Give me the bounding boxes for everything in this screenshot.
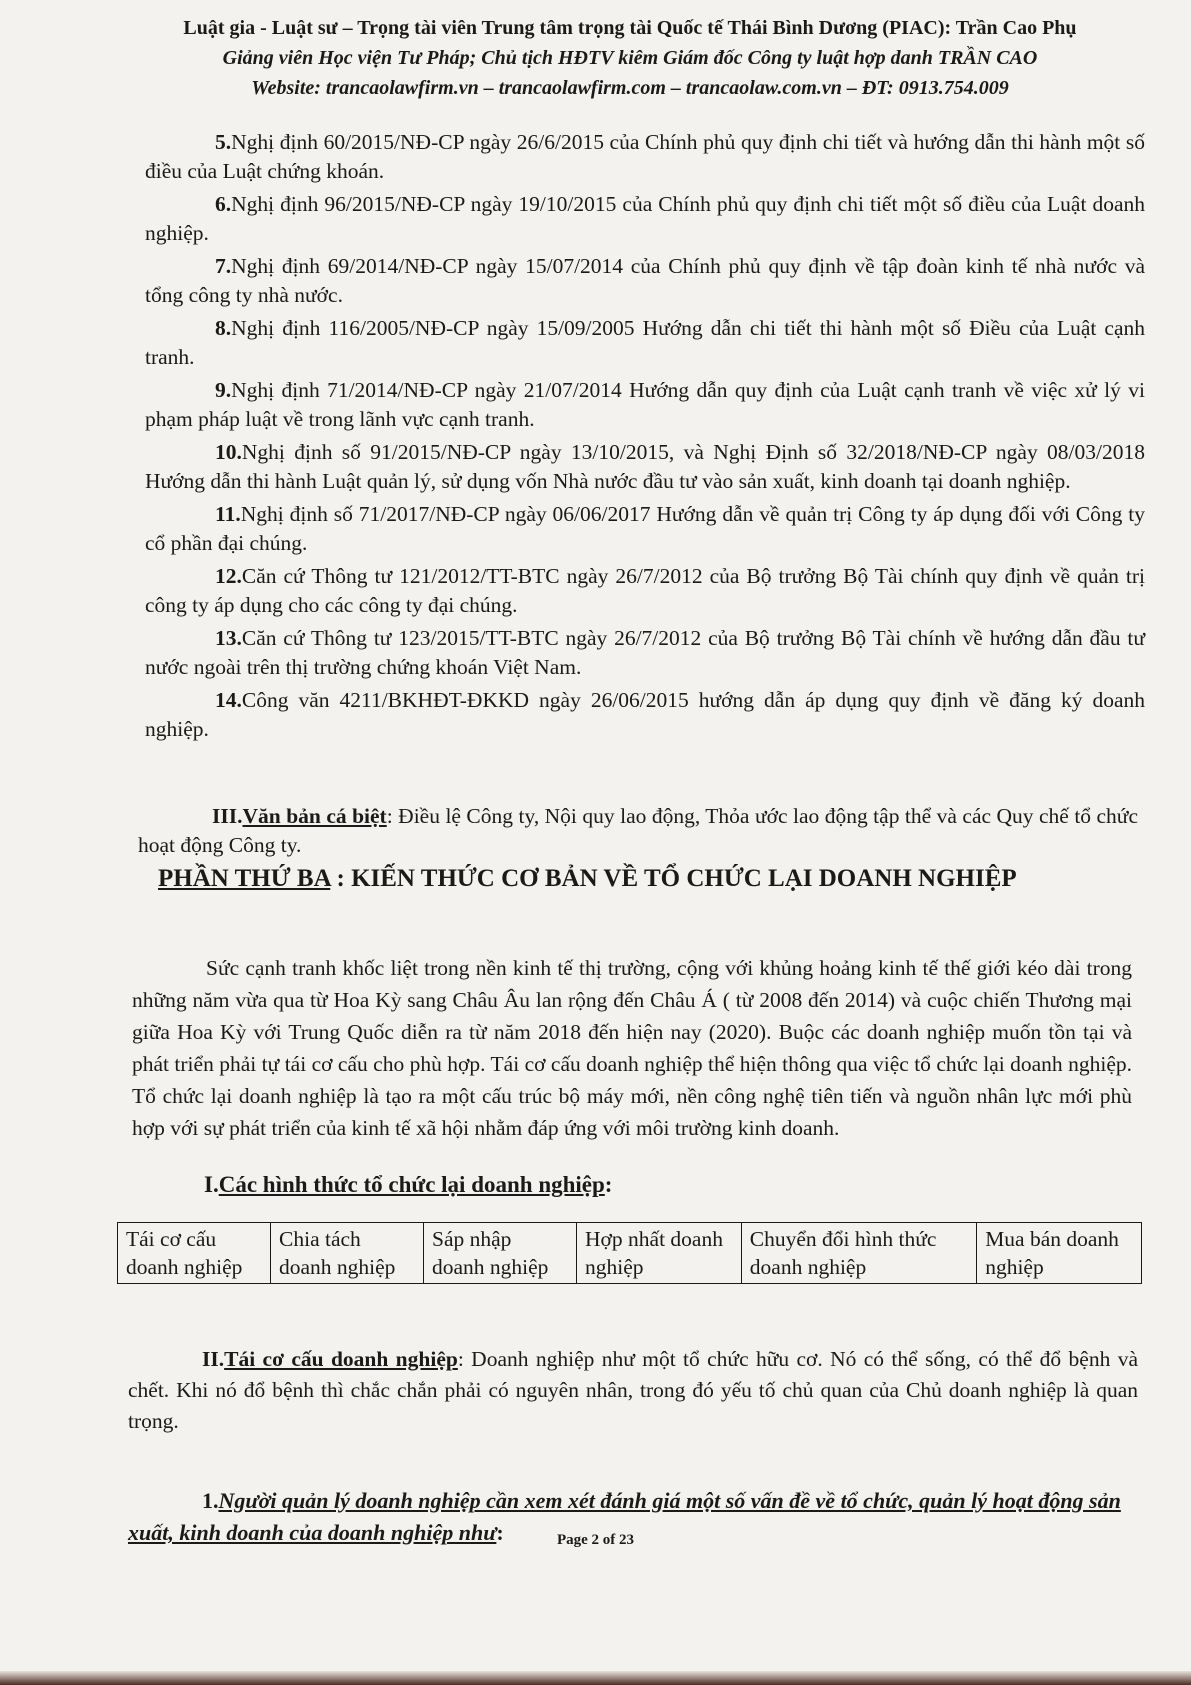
item-text: Nghị định số 91/2015/NĐ-CP ngày 13/10/2015, và Nghị Định số 32/2018/NĐ-CP ngày 08/03/2018 Hướng dẫn thi hành Luật quản lý, sử dụng vốn Nhà nước đầu tư vào sản xuất, kinh doanh tại doanh nghiệp. <box>145 440 1145 493</box>
page-number: Page 2 of 23 <box>556 1532 635 1548</box>
part-label: PHẦN THỨ BA <box>158 865 331 892</box>
item-number: 5. <box>215 130 232 154</box>
section-1-heading <box>204 1172 612 1198</box>
item-number: 10. <box>215 440 242 464</box>
section-2-text: : Doanh nghiệp như một tổ chức hữu cơ. Nó có thể sống, có thể đổ bệnh và chết. Khi nó đổ bệnh thì chắc chắn phải có nguyên nhân, trong đó yếu tố chủ quan của Chủ doanh nghiệp là quan trọng. <box>128 1346 1138 1433</box>
item-number: 9. <box>215 378 232 402</box>
scan-edge-shadow <box>0 1671 1191 1685</box>
item-text: Nghị định 116/2005/NĐ-CP ngày 15/09/2005 Hướng dẫn chi tiết thi hành một số Điều của Luật cạnh tranh. <box>145 316 1145 369</box>
table-cell: Tái cơ cấu doanh nghiệp <box>118 1223 271 1284</box>
section-2-paragraph <box>128 1344 1138 1437</box>
item-text: Nghị định 96/2015/NĐ-CP ngày 19/10/2015 của Chính phủ quy định chi tiết một số điều của Luật doanh nghiệp. <box>145 192 1145 245</box>
list-item <box>145 128 1145 186</box>
list-item <box>145 252 1145 310</box>
table-cell: Chuyển đổi hình thức doanh nghiệp <box>741 1223 976 1284</box>
section-2-title: Tái cơ cấu doanh nghiệp <box>224 1346 458 1371</box>
list-item <box>145 314 1145 372</box>
item-text: Nghị định 69/2014/NĐ-CP ngày 15/07/2014 của Chính phủ quy định về tập đoàn kinh tế nhà nước và tổng công ty nhà nước. <box>145 254 1145 307</box>
section-3-text: : Điều lệ Công ty, Nội quy lao động, Thỏa ước lao động tập thể và các Quy chế tổ chức hoạt động Công ty. <box>138 803 1138 857</box>
item-number: 14. <box>215 688 242 712</box>
list-item <box>145 190 1145 248</box>
item-number: 6. <box>215 192 232 216</box>
section-1-number: I. <box>204 1172 219 1197</box>
table-cell: Chia tách doanh nghiệp <box>271 1223 424 1284</box>
item-text: Căn cứ Thông tư 121/2012/TT-BTC ngày 26/7/2012 của Bộ trưởng Bộ Tài chính quy định về quản trị công ty áp dụng cho các công ty đại chúng. <box>145 564 1145 617</box>
item-text: Nghị định 60/2015/NĐ-CP ngày 26/6/2015 của Chính phủ quy định chi tiết và hướng dẫn thi hành một số điều của Luật chứng khoán. <box>145 130 1145 183</box>
table-cell: Mua bán doanh nghiệp <box>977 1223 1142 1284</box>
item-number: 13. <box>215 626 242 650</box>
part-three-heading <box>158 865 1118 893</box>
section-3-number: III. <box>212 803 243 828</box>
part-title: : KIẾN THỨC CƠ BẢN VỀ TỔ CHỨC LẠI DOANH NGHIỆP <box>330 865 1017 892</box>
section-3-title: Văn bản cá biệt <box>242 803 387 828</box>
list-item <box>145 562 1145 620</box>
item-text: Nghị định 71/2014/NĐ-CP ngày 21/07/2014 Hướng dẫn quy định của Luật cạnh tranh về việc xử lý vi phạm pháp luật về trong lãnh vực cạnh tranh. <box>145 378 1145 431</box>
section-1-title: Các hình thức tổ chức lại doanh nghiệp <box>218 1172 605 1197</box>
table-row <box>118 1223 1142 1284</box>
item-number: 12. <box>215 564 242 588</box>
item-text: Nghị định số 71/2017/NĐ-CP ngày 06/06/2017 Hướng dẫn về quản trị Công ty áp dụng đối với Công ty cổ phần đại chúng. <box>145 502 1145 555</box>
item-number: 11. <box>215 502 241 526</box>
section-1-colon: : <box>604 1172 613 1197</box>
header-line-2: Giảng viên Học viện Tư Pháp; Chủ tịch HĐTV kiêm Giám đốc Công ty luật hợp danh TRẦN CAO <box>222 47 1038 69</box>
header-line-3: Website: trancaolawfirm.vn – trancaolawfirm.com – trancaolaw.com.vn – ĐT: 0913.754.009 <box>251 77 1009 99</box>
item-number: 7. <box>215 254 232 278</box>
intro-paragraph <box>132 952 1132 1144</box>
legal-document-list <box>145 128 1145 748</box>
intro-text: Sức cạnh tranh khốc liệt trong nền kinh tế thị trường, cộng với khủng hoảng kinh tế thế giới kéo dài trong những năm vừa qua từ Hoa Kỳ sang Châu Âu lan rộng đến Châu Á ( từ 2008 đến 2014) và cuộc chiến Thương mại giữa Hoa Kỳ với Trung Quốc diễn ra từ năm 2018 đến hiện nay (2020). Buộc các doanh nghiệp muốn tồn tại và phát triển phải tự tái cơ cấu cho phù hợp. Tái cơ cấu doanh nghiệp thể hiện thông qua việc tổ chức lại doanh nghiệp. Tổ chức lại doanh nghiệp là tạo ra một cấu trúc bộ máy mới, nền công nghệ tiên tiến và nguồn nhân lực mới phù hợp với sự phát triển của kinh tế xã hội nhằm đáp ứng với môi trường kinh doanh. <box>132 955 1132 1140</box>
item-number: 8. <box>215 316 232 340</box>
table-cell: Sáp nhập doanh nghiệp <box>424 1223 577 1284</box>
section-3-paragraph <box>138 802 1138 860</box>
subsection-1-text: Người quản lý doanh nghiệp cần xem xét đánh giá một số vấn đề về tổ chức, quản lý hoạt động sản xuất, kinh doanh của doanh nghiệp như <box>128 1488 1121 1545</box>
list-item <box>145 438 1145 496</box>
list-item <box>145 624 1145 682</box>
section-2-number: II. <box>202 1346 225 1371</box>
list-item <box>145 500 1145 558</box>
list-item <box>145 376 1145 434</box>
table-cell: Hợp nhất doanh nghiệp <box>577 1223 742 1284</box>
header-line-1: Luật gia - Luật sư – Trọng tài viên Trung tâm trọng tài Quốc tế Thái Bình Dương (PIAC): Trần Cao Phụ <box>183 17 1077 39</box>
subsection-1-colon: : <box>496 1520 504 1545</box>
list-item <box>145 686 1145 744</box>
subsection-1-number: 1. <box>202 1488 219 1513</box>
item-text: Công văn 4211/BKHĐT-ĐKKD ngày 26/06/2015 hướng dẫn áp dụng quy định về đăng ký doanh nghiệp. <box>145 688 1145 741</box>
reorganization-forms-table <box>117 1222 1142 1284</box>
item-text: Căn cứ Thông tư 123/2015/TT-BTC ngày 26/7/2012 của Bộ trưởng Bộ Tài chính về hướng dẫn đầu tư nước ngoài trên thị trường chứng khoán Việt Nam. <box>145 626 1145 679</box>
